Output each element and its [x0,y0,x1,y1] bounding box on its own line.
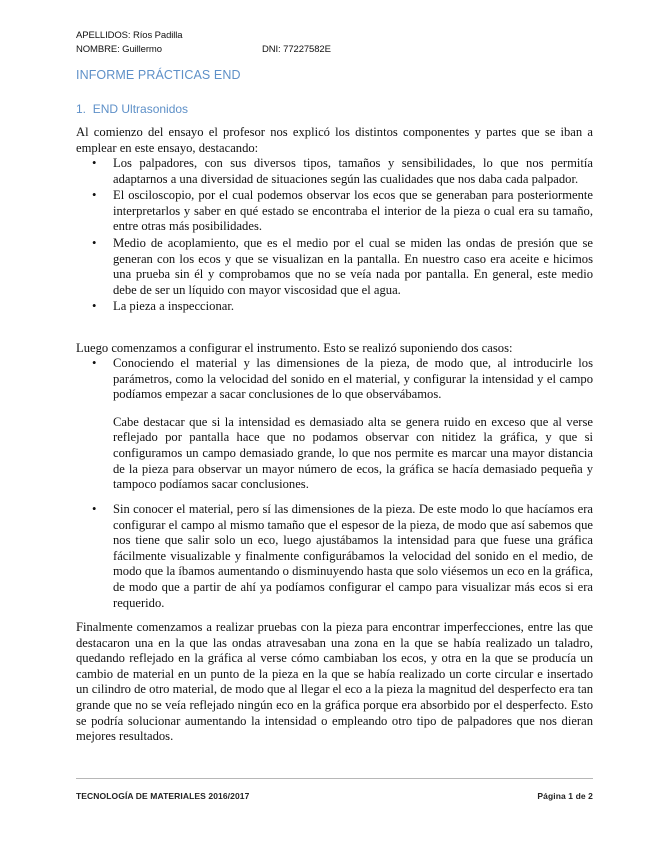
bullet-icon: • [92,356,97,370]
case-note: Cabe destacar que si la intensidad es demasiado alta se genera ruido en exceso que al verse reflejado por pantalla hace que no podamos observar con nitidez la gráfica, y que si configuramos un campo demasiado grande, lo que nos permite es marcar una mayor distancia de la pieza para observar un mayor número de ecos, la gráfica se hacía demasiado pequeña y tampoco podíamos sacar conclusiones. [113,414,593,492]
header-name: NOMBRE: Guillermo [76,44,162,55]
bullet-icon: • [92,188,97,203]
section-number: 1. [76,102,87,116]
list-item: • Medio de acoplamiento, que es el medio por el cual se miden las ondas de presión que se generan con los ecos y que se visualizan en la pantalla. En nuestro caso era aceite e hicimos una prueba sin él y comprobamos que no se veía nada por pantalla. En general, este medio debe de ser un líquido con mayor viscosidad que el agua. [92,235,593,297]
bullet-icon: • [92,235,97,250]
bullet-icon: • [92,156,97,170]
footer-course: TECNOLOGÍA DE MATERIALES 2016/2017 [76,791,250,801]
section-heading [76,102,188,116]
bullet-icon: • [92,299,97,314]
final-paragraph: Finalmente comenzamos a realizar pruebas con la pieza para encontrar imperfecciones, entre las que destacaron una en la que las ondas atravesaban una zona en la que se había realizado un taladro, quedando reflejado en la gráfica al verse cómo cambiaban los ecos, y otra en la que se producía un cambio de material en un punto de la pieza en la que se había realizado un corte circular e insertado un cilindro de otro material, de modo que al llegar el eco a la pieza la magnitud del desperfecto era tan grande que no se veía reflejado ningún eco en la gráfica porque era absorbido por el desperfecto. Esto se podría solucionar aumentando la intensidad o empleando otro tipo de palpadores que nos dieran mejores resultados. [76,620,593,744]
list-item: • El osciloscopio, por el cual podemos observar los ecos que se generaban para posteriormente interpretarlos y saber en qué estado se encontraba el interior de la pieza o cual era su tamaño, entre otras más posibilidades. [92,188,593,234]
footer-divider [76,778,593,779]
config-intro-paragraph: Luego comenzamos a configurar el instrumento. Esto se realizó suponiendo dos casos: [76,341,513,355]
footer-page-number: Página 1 de 2 [537,791,593,801]
components-list [76,156,593,316]
cases-list [76,356,593,494]
section-title: END Ultrasonidos [92,102,189,116]
intro-paragraph: Al comienzo del ensayo el profesor nos explicó los distintos componentes y partes que se iban a emplear en este ensayo, destacando: [76,125,593,155]
list-item: • Los palpadores, con sus diversos tipos, tamaños y sensibilidades, lo que nos permitía adaptarnos a una diversidad de situaciones según las cualidades que nos daba cada palpador. [92,156,593,186]
header-surnames: APELLIDOS: Ríos Padilla [76,30,183,41]
bullet-icon: • [92,502,97,516]
cases-list-2 [76,502,593,612]
list-item: • La pieza a inspeccionar. [92,299,234,314]
list-item: • Conociendo el material y las dimensiones de la pieza, de modo que, al introducirle los parámetros, como la velocidad del sonido en el material, y configurar la intensidad y el campo podíamos empezar a sacar conclusiones de lo que observábamos. Cabe destacar que si la intensidad es demasiado alta se genera ruido en exceso que al verse reflejado por pantalla hace que no podamos observar con nitidez la gráfica, y que si configuramos un campo demasiado grande, lo que nos permite es marcar una mayor distancia de la pieza para observar un mayor número de ecos, la gráfica se hacía demasiado pequeña y tampoco podíamos sacar conclusiones. [92,356,593,492]
header-dni: DNI: 77227582E [262,44,331,55]
document-title: INFORME PRÁCTICAS END [76,68,241,82]
list-item: • Sin conocer el material, pero sí las dimensiones de la pieza. De este modo lo que hacíamos era configurar el campo al mismo tamaño que el espesor de la pieza, de modo que así sabemos que nos tiene que salir solo un eco, luego ajustábamos la intensidad para que fuese una gráfica fácilmente visualizable y finalmente configurábamos la velocidad del sonido en el medio, de modo que la íbamos aumentando o disminuyendo hasta que solo viésemos un eco en la gráfica, de modo que a partir de ahí ya podíamos configurar el campo para visualizar más ecos si era requerido. [92,502,593,610]
